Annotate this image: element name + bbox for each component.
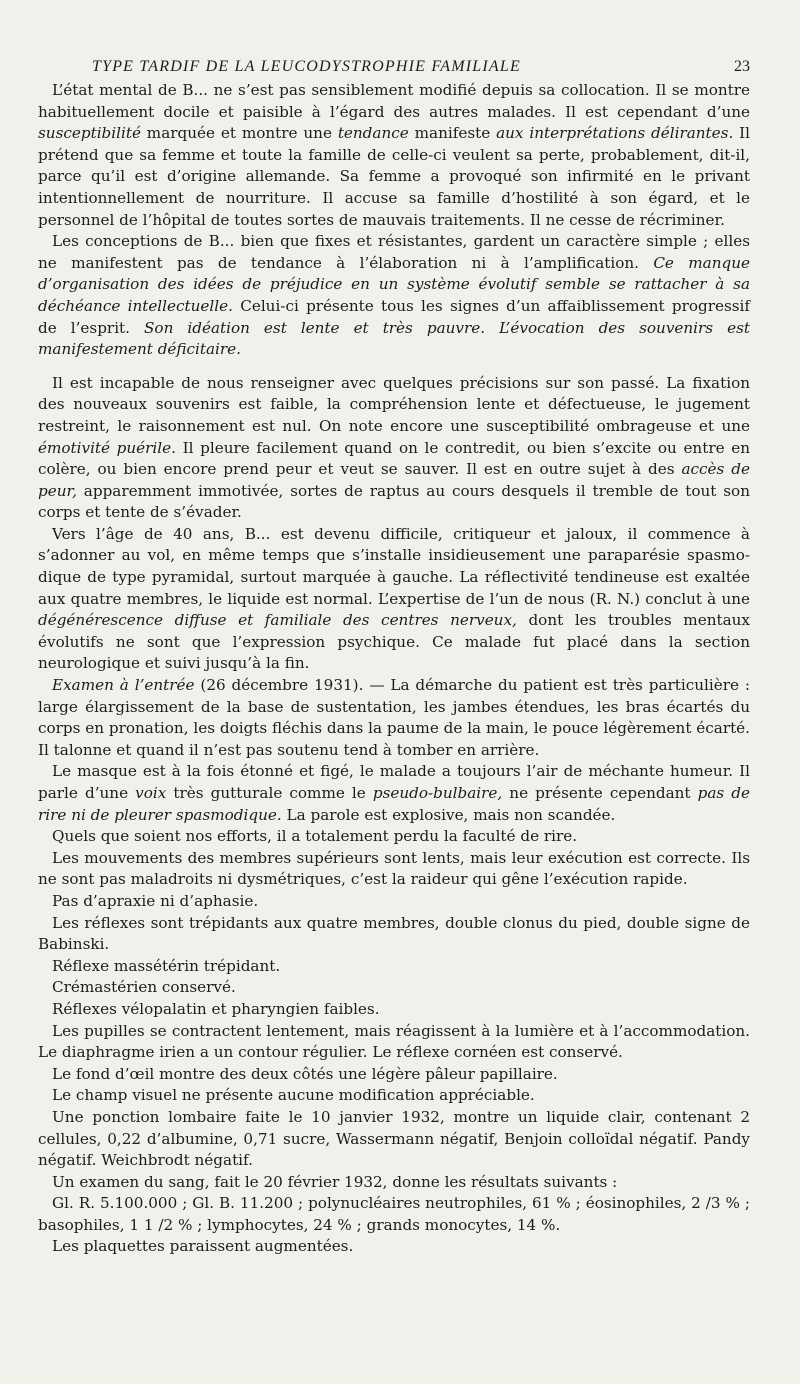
paragraph-p5 (38, 675, 750, 761)
text-run: apparemment immotivée, sortes de raptus au cours desquels il tremble de tout son corps et tente de s’évader. (38, 481, 750, 522)
paragraph-p14 (38, 1021, 750, 1064)
paragraph-p7 (38, 826, 750, 848)
text-run: Les mouvements des membres supérieurs sont lents, mais leur exécution est correcte. Ils ne sont pas maladroits ni dysmétriques, c’est la raideur qui gêne l’exécution rapide. (38, 848, 750, 889)
paragraph-p18 (38, 1172, 750, 1194)
article-body (38, 80, 750, 1258)
paragraph-p6 (38, 761, 750, 826)
paragraph-p2 (38, 231, 750, 361)
paragraph-p8 (38, 848, 750, 891)
text-run: Celui-ci présente tous les signes d’un affaiblissement progressif de l’esprit. (38, 296, 751, 337)
text-run: Le masque est à la fois étonné et figé, le malade a toujours l’air de méchante humeur. Il parle d’une (38, 762, 750, 802)
text-run: Gl. R. 5.100.000 ; Gl. B. 11.200 ; polynucléaires neutrophiles, 61 % ; éosinophiles, 2 /3 % ; basophiles, 1 1 /2 % ; lymphocytes, 24 % ; grands monocytes, 14 %. (38, 1194, 750, 1234)
text-run: Les pupilles se contractent lentement, mais réagissent à la lumière et à l’accommodation. Le diaphragme irien a un contour régulier. Le réflexe cornéen est conservé. (38, 1021, 750, 1062)
italic-text: Son idéation est lente et très pauvre. L’évocation des souvenirs est manifestement déficitaire. (38, 318, 750, 359)
text-run: Il est incapable de nous renseigner avec quelques précisions sur son passé. La fixation des nouveaux souvenirs est faible, la compréhension lente et défectueuse, le jugement restreint, le raisonnement est nul. On note encore une susceptibilité ombrageuse et une (38, 373, 750, 435)
paragraph-p10 (38, 913, 750, 956)
page-number: 23 (734, 58, 750, 75)
text-run: manifeste (408, 124, 497, 143)
text-run: très gutturale comme le (166, 784, 373, 802)
paragraph-p12 (38, 977, 750, 999)
paragraph-p15 (38, 1064, 750, 1086)
text-run: L’état mental de B... ne s’est pas sensiblement modifié depuis sa collocation. Il se montre habituellement docile et paisible à l’égard des autres malades. Il est cependant d’une (38, 81, 750, 121)
paragraph-p17 (38, 1107, 750, 1172)
text-run: Réflexes vélopalatin et pharyngien faibles. (52, 999, 380, 1018)
text-run: (26 décembre 1931). — La démarche du patient est très particulière : large élargissement de la base de sustentation, les jambes étendues, les bras écartés du corps en pronation, les doigts fléchis dans la paume de la main, le pouce légèrement écarté. Il talonne et quand il n’est pas soutenu tend à tomber en arrière. (38, 676, 750, 759)
italic-text: dégénérescence diffuse et familiale des centres nerveux, (38, 611, 517, 630)
text-run: Les plaquettes paraissent augmentées. (52, 1237, 354, 1256)
italic-text: émotivité puérile. (38, 438, 176, 457)
running-header (38, 58, 750, 76)
italic-text: susceptibilité (38, 124, 141, 143)
paragraph-p3 (38, 373, 750, 524)
paragraph-p1 (38, 80, 750, 231)
text-run: marquée et montre une (140, 124, 338, 143)
running-title: TYPE TARDIF DE LA LEUCODYSTROPHIE FAMILIALE (92, 58, 521, 75)
paragraph-p19 (38, 1193, 750, 1236)
text-run: dont les troubles mentaux évolutifs ne sont que l’expression psychique. Ce malade fut placé dans la section neurologique et suivi jusqu’à la fin. (38, 611, 750, 673)
text-run: Un examen du sang, fait le 20 février 1932, donne les résultats suivants : (52, 1172, 618, 1191)
paragraph-p16 (38, 1085, 750, 1107)
italic-text: pseudo-bulbaire, (372, 784, 503, 802)
paragraph-p11 (38, 956, 750, 978)
text-run: Quels que soient nos efforts, il a totalement perdu la faculté de rire. (52, 827, 578, 846)
text-run: ne présente cependant (502, 784, 698, 802)
text-run: Une ponction lombaire faite le 10 janvier 1932, montre un liquide clair, contenant 2 cellules, 0,22 d’albumine, 0,71 sucre, Wassermann négatif, Benjoin colloïdal négatif. Pandy négatif. Weichbrodt négatif. (38, 1107, 750, 1170)
italic-text: tendance (337, 124, 409, 143)
paragraph-p20 (38, 1236, 750, 1258)
text-run: Le fond d’œil montre des deux côtés une légère pâleur papillaire. (52, 1064, 558, 1083)
text-run: Crémastérien conservé. (52, 978, 236, 997)
italic-text: voix (135, 784, 167, 802)
italic-text: pas de rire ni de pleurer spasmodique. (38, 784, 750, 824)
text-run: Il prétend que sa femme et toute la famille de celle-ci veulent sa perte, probablement, dit-il, parce qu’il est d’origine allemande. Sa femme a provoqué son infirmité en le privant intentionnellement de nourriture. Il accuse sa famille d’hostilité à son égard, et le personnel de l’hôpital de toutes sortes de mauvais traitements. Il ne cesse de récriminer. (38, 124, 751, 229)
text-run: Les conceptions de B... bien que fixes et résistantes, gardent un caractère simple ; elles ne manifestent pas de tendance à l’élaboration ni à l’amplification. (38, 232, 750, 272)
text-run: Pas d’apraxie ni d’aphasie. (52, 891, 259, 910)
text-run: La parole est explosive, mais non scandée. (281, 805, 616, 824)
text-run: Vers l’âge de 40 ans, B... est devenu difficile, critiqueur et jaloux, il commence à s’adonner au vol, en même temps que s’installe insidieusement une paraparésie spasmodique de type pyramidal, surtout marquée à gauche. La réflectivité tendineuse est exaltée aux quatre membres, le liquide est normal. L’expertise de l’un de nous (R. N.) conclut à une (38, 524, 750, 608)
italic-text: accès de peur, (38, 460, 750, 500)
italic-text: Examen à l’entrée (52, 676, 195, 695)
paragraph-p4 (38, 524, 750, 675)
italic-text: Ce manque d’organisation des idées de préjudice en un système évolutif semble se rattacher à sa déchéance intellectuelle. (38, 253, 750, 315)
italic-text: aux interprétations délirantes. (496, 124, 734, 143)
paragraph-p13 (38, 999, 750, 1021)
text-run: Le champ visuel ne présente aucune modification appréciable. (52, 1086, 535, 1105)
text-run: Les réflexes sont trépidants aux quatre membres, double clonus du pied, double signe de Babinski. (38, 913, 750, 954)
text-run: Réflexe massétérin trépidant. (52, 956, 281, 975)
paragraph-p9 (38, 891, 750, 913)
text-run: Il pleure facilement quand on le contredit, ou bien s’excite ou entre en colère, ou bien encore prend peur et veut se sauver. Il est en outre sujet à des (38, 438, 750, 479)
